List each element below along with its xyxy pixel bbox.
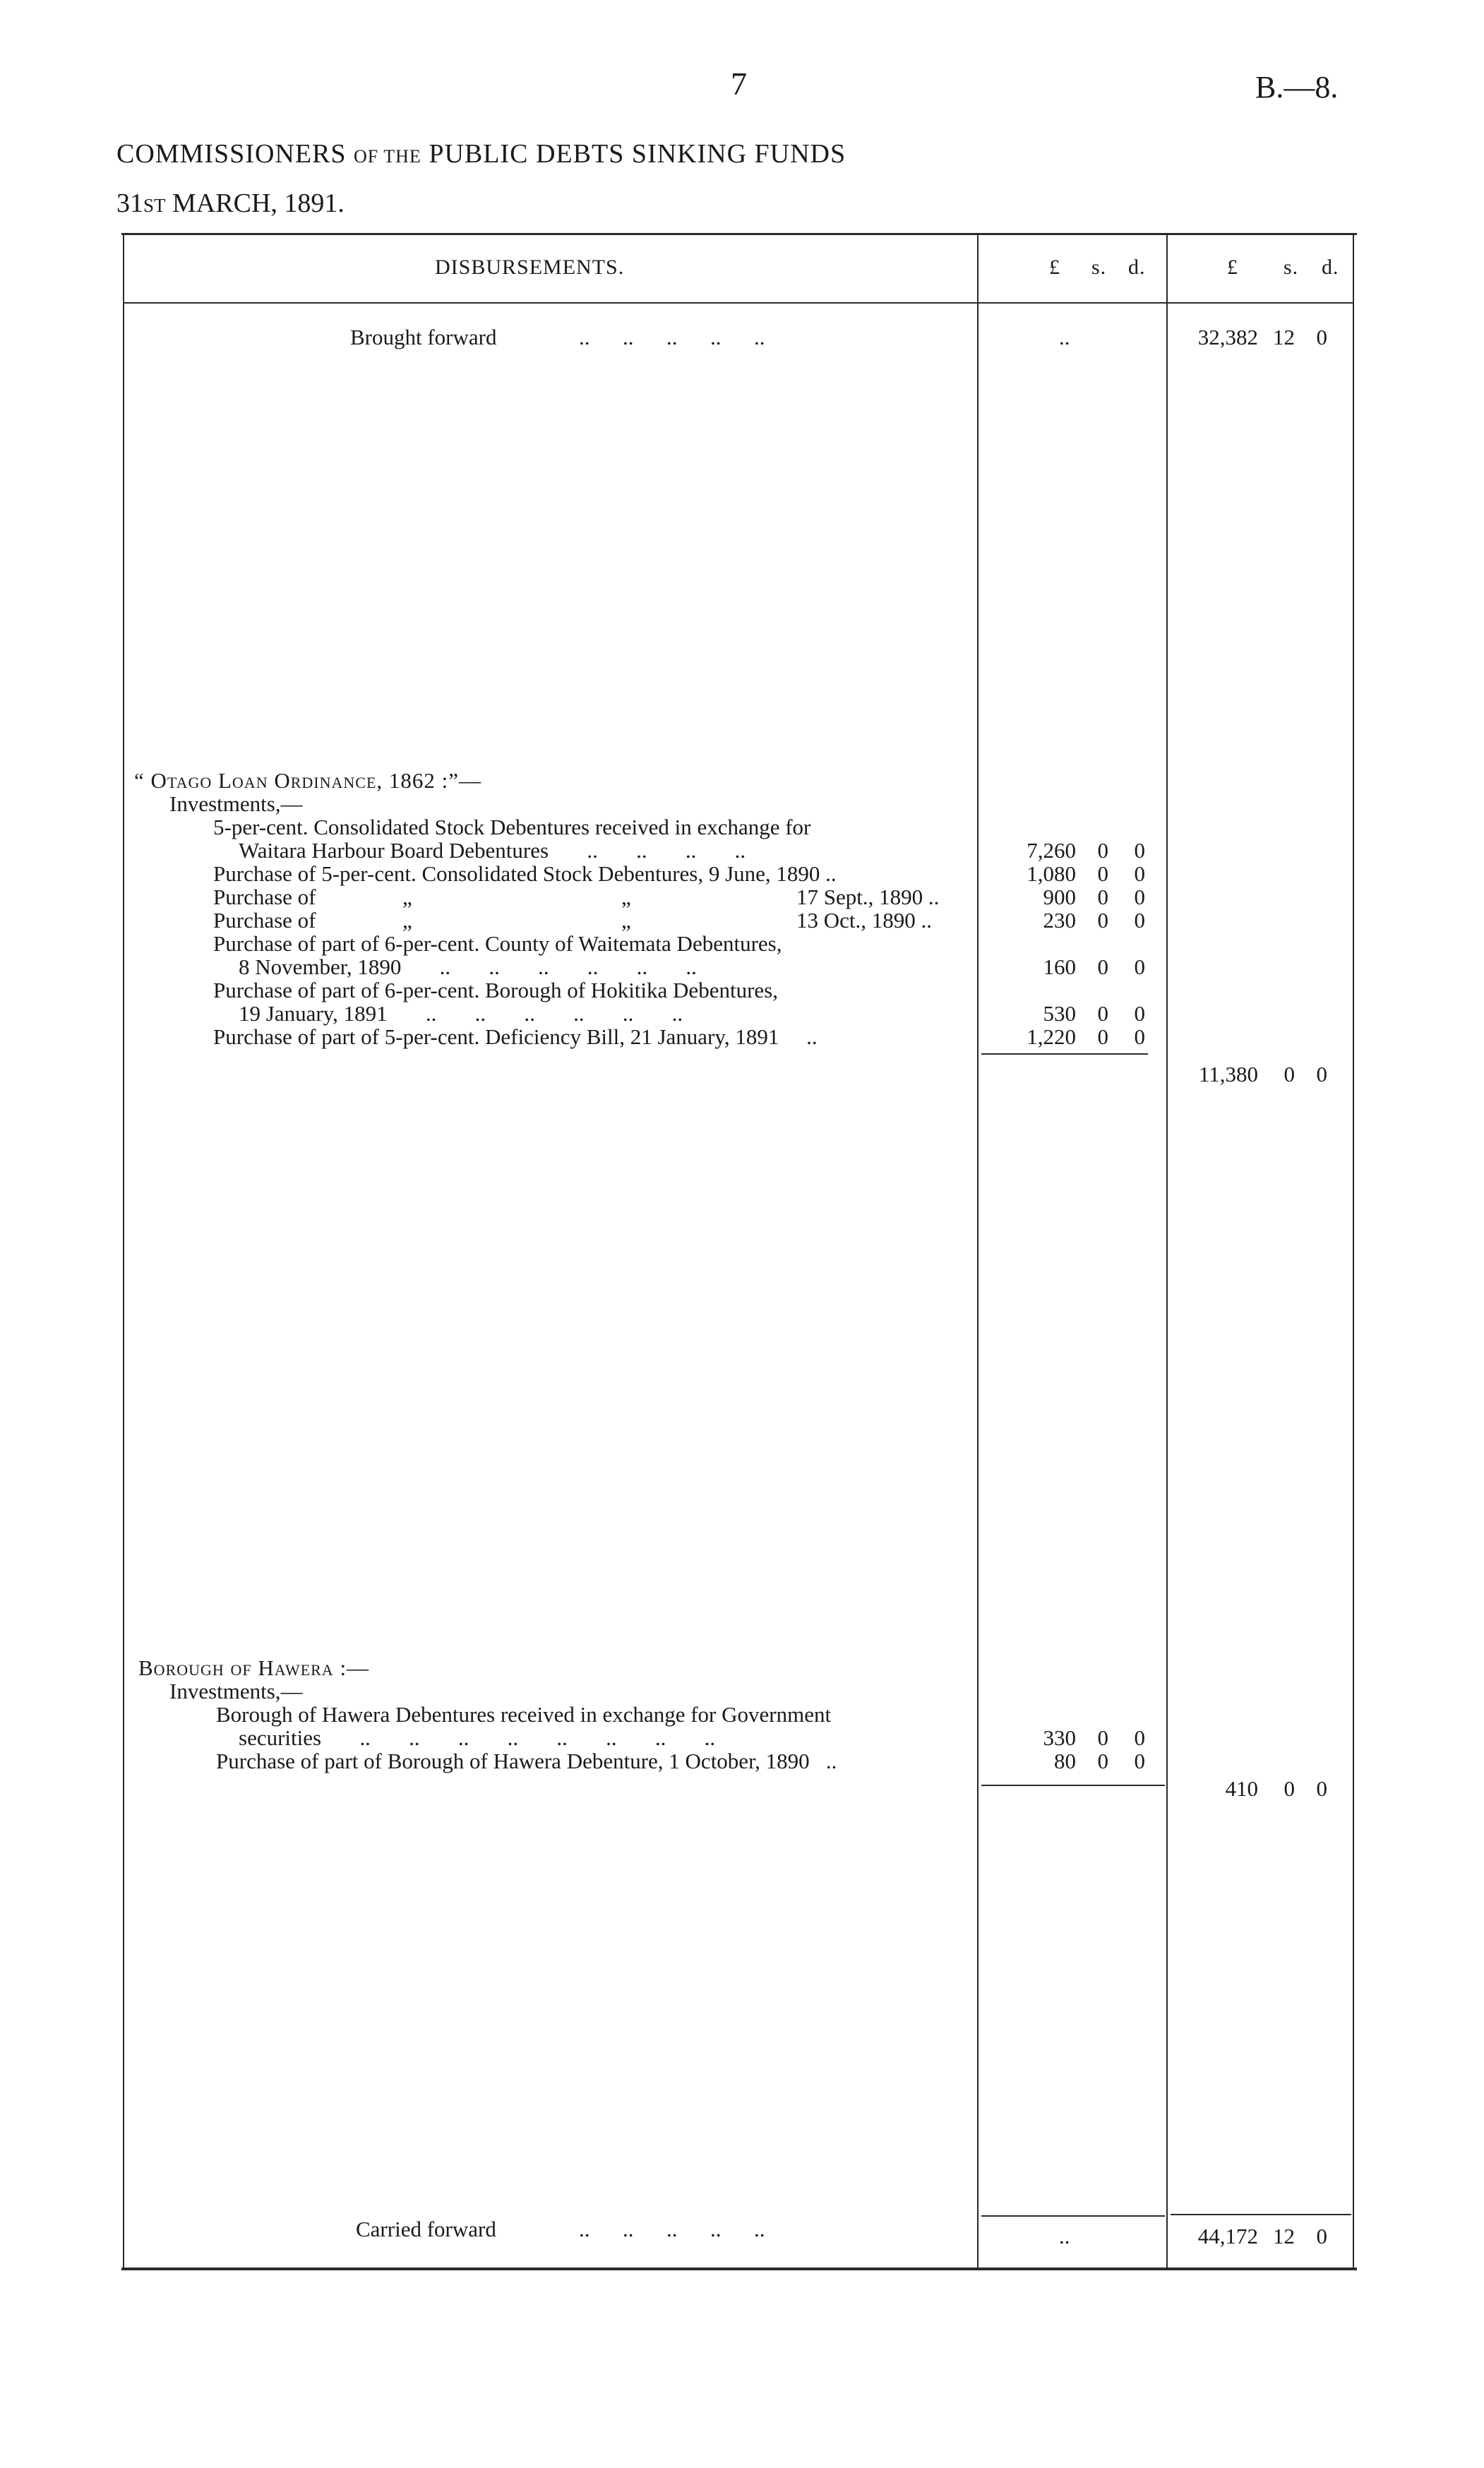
otago-item-6-shillings: 0: [1097, 1001, 1108, 1026]
otago-item-6-line-1: Purchase of part of 6-per-cent. Borough of Hokitika Debentures,: [213, 978, 778, 1002]
otago-item-3-ditto-2: „: [621, 885, 631, 909]
hawera-subheading: Investments,—: [169, 1679, 303, 1703]
brought-forward-label: Brought forward: [350, 325, 497, 349]
otago-total-pounds: 11,380: [1198, 1062, 1258, 1086]
otago-item-3-ditto-1: „: [402, 885, 412, 909]
inner-shilling-heading: s.: [1091, 256, 1107, 279]
otago-total-pence: 0: [1316, 1062, 1327, 1086]
date-day: 31: [116, 188, 143, 218]
column-divider-1: [977, 234, 979, 2268]
hawera-item-2-pounds: 80: [1054, 1749, 1076, 1773]
otago-item-2-shillings: 0: [1097, 861, 1108, 886]
table-right-border: [1353, 234, 1354, 2268]
otago-item-6-pounds: 530: [1043, 1001, 1076, 1026]
carried-forward-pence: 0: [1316, 2224, 1327, 2248]
otago-item-2-pounds: 1,080: [1027, 861, 1076, 886]
carried-forward-outer-rule: [1171, 2214, 1351, 2215]
otago-item-4-ditto-1: „: [402, 908, 412, 933]
otago-subtotal-rule: [981, 1053, 1148, 1055]
hawera-item-2-shillings: 0: [1097, 1749, 1108, 1773]
brought-forward-leader: .. .. .. .. ..: [579, 325, 765, 349]
otago-item-5-line-1: Purchase of part of 6-per-cent. County of Waitemata Debentures,: [213, 931, 782, 956]
otago-item-1-pounds: 7,260: [1027, 838, 1076, 863]
document-title: [116, 138, 846, 169]
otago-item-4-date: 13 Oct., 1890 ..: [796, 908, 933, 933]
otago-item-1-shillings: 0: [1097, 838, 1108, 863]
otago-item-7-shillings: 0: [1097, 1024, 1108, 1049]
otago-item-5-shillings: 0: [1097, 954, 1108, 979]
otago-item-3-shillings: 0: [1097, 885, 1108, 909]
otago-item-2-line-1: Purchase of 5-per-cent. Consolidated Stock Debentures, 9 June, 1890 ..: [213, 861, 837, 886]
otago-item-4-pence: 0: [1134, 908, 1145, 933]
hawera-item-2-pence: 0: [1134, 1749, 1145, 1773]
table-bottom-rule: [121, 2268, 1357, 2270]
otago-total-shillings: 0: [1283, 1062, 1295, 1086]
date-month: MARCH,: [172, 188, 277, 218]
header-rule: [124, 302, 1353, 304]
report-code: B.—8.: [1255, 70, 1339, 104]
inner-pound-heading: £: [1049, 256, 1060, 279]
otago-item-3-line-1: Purchase of: [213, 885, 316, 909]
title-part-3: PUBLIC DEBTS SINKING FUNDS: [429, 139, 846, 169]
hawera-total-pence: 0: [1316, 1776, 1327, 1801]
otago-item-7-line-1: Purchase of part of 5-per-cent. Deficiency Bill, 21 January, 1891 ..: [213, 1024, 818, 1049]
inner-pence-heading: d.: [1128, 256, 1146, 279]
date-year: 1891.: [284, 188, 345, 218]
column-divider-2: [1166, 234, 1168, 2268]
hawera-item-1-pence: 0: [1134, 1725, 1145, 1750]
brought-forward-pence: 0: [1316, 325, 1327, 349]
carried-forward-inner-rule: [981, 2215, 1165, 2217]
hawera-item-2-line-1: Purchase of part of Borough of Hawera Debenture, 1 October, 1890 ..: [216, 1749, 837, 1773]
date-suffix: ST: [143, 195, 166, 216]
otago-item-3-pounds: 900: [1043, 885, 1076, 909]
outer-shilling-heading: s.: [1283, 256, 1299, 279]
carried-forward-leader: .. .. .. .. ..: [579, 2217, 765, 2241]
hawera-item-1-pounds: 330: [1043, 1725, 1076, 1750]
otago-item-1-line-1: 5-per-cent. Consolidated Stock Debentures received in exchange for: [213, 815, 811, 839]
otago-item-4-line-1: Purchase of: [213, 908, 316, 933]
otago-item-7-pence: 0: [1134, 1024, 1145, 1049]
otago-item-3-pence: 0: [1134, 885, 1145, 909]
otago-item-1-line-2: Waitara Harbour Board Debentures .. .. .. ..: [239, 838, 746, 863]
otago-item-1-pence: 0: [1134, 838, 1145, 863]
hawera-heading: Borough of Hawera :—: [138, 1655, 370, 1680]
brought-forward-inner: ..: [1059, 325, 1070, 349]
otago-item-6-line-2: 19 January, 1891 .. .. .. .. .. ..: [239, 1001, 683, 1026]
page-number: 7: [731, 66, 747, 102]
otago-item-2-pence: 0: [1134, 861, 1145, 886]
otago-heading: “ Otago Loan Ordinance, 1862 :”—: [134, 768, 482, 793]
carried-forward-label: Carried forward: [356, 2217, 496, 2241]
column-heading-disbursements: DISBURSEMENTS.: [435, 256, 625, 279]
brought-forward-shillings: 12: [1273, 325, 1295, 349]
carried-forward-shillings: 12: [1273, 2224, 1295, 2248]
table-top-rule: [121, 233, 1357, 235]
otago-item-5-line-2: 8 November, 1890 .. .. .. .. .. ..: [239, 954, 697, 979]
otago-item-3-date: 17 Sept., 1890 ..: [796, 885, 940, 909]
hawera-item-1-shillings: 0: [1097, 1725, 1108, 1750]
hawera-subtotal-rule: [981, 1785, 1165, 1786]
hawera-total-pounds: 410: [1225, 1776, 1258, 1801]
otago-item-6-pence: 0: [1134, 1001, 1145, 1026]
hawera-total-shillings: 0: [1283, 1776, 1295, 1801]
carried-forward-pounds: 44,172: [1197, 2224, 1258, 2248]
outer-pound-heading: £: [1227, 256, 1238, 279]
otago-item-4-ditto-2: „: [621, 908, 631, 933]
otago-item-4-shillings: 0: [1097, 908, 1108, 933]
otago-item-7-pounds: 1,220: [1027, 1024, 1076, 1049]
title-part-1: COMMISSIONERS: [116, 139, 347, 169]
brought-forward-pounds: 32,382: [1197, 325, 1258, 349]
otago-item-5-pence: 0: [1134, 954, 1145, 979]
hawera-item-1-line-2: securities .. .. .. .. .. .. .. ..: [239, 1725, 716, 1750]
outer-pence-heading: d.: [1322, 256, 1339, 279]
table-left-border: [123, 234, 124, 2268]
otago-item-5-pounds: 160: [1043, 954, 1076, 979]
title-part-2: OF THE: [354, 146, 421, 167]
carried-forward-inner: ..: [1059, 2224, 1070, 2248]
hawera-item-1-line-1: Borough of Hawera Debentures received in exchange for Government: [216, 1702, 832, 1727]
document-date: [116, 188, 345, 219]
otago-item-4-pounds: 230: [1043, 908, 1076, 933]
otago-subheading: Investments,—: [169, 791, 303, 816]
